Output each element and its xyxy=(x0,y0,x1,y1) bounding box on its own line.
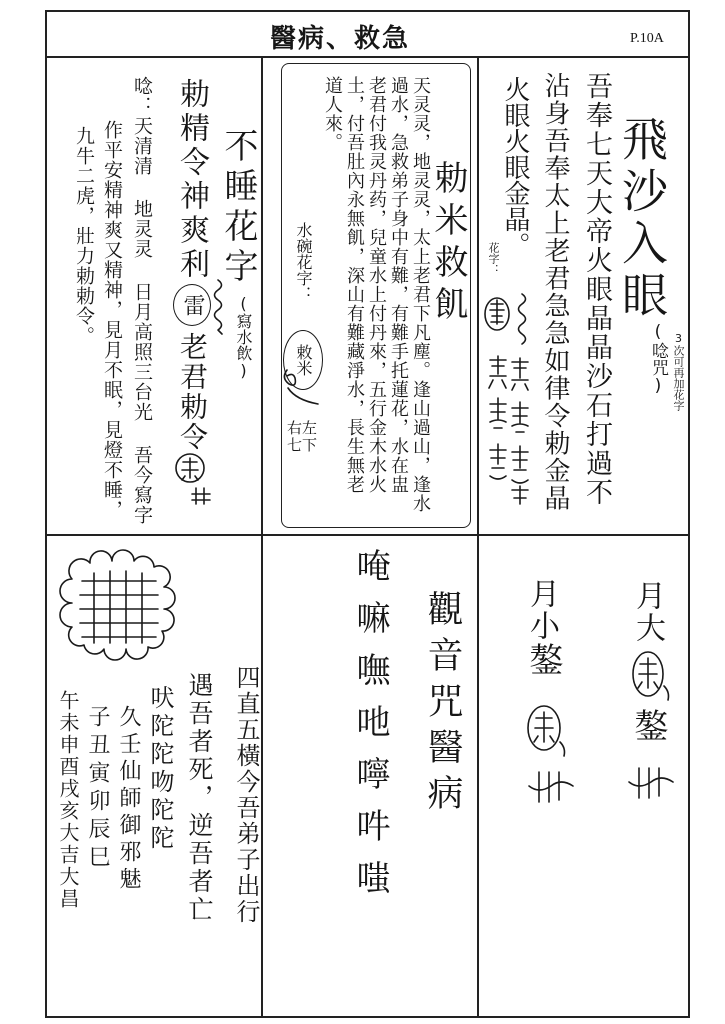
big-month-label: 月大 xyxy=(630,580,665,644)
row-divider xyxy=(45,534,690,536)
seal-text: 雷 xyxy=(180,294,205,316)
talisman-icon xyxy=(522,700,570,758)
incantation-line: 吾奉七天大帝火眼晶晶沙石打過不 xyxy=(581,72,612,507)
squiggle-icon xyxy=(208,276,228,338)
column-divider-right xyxy=(477,56,479,1018)
incantation-line: 土，付吾肚內永無飢，深山有難藏淨水，長生無老 xyxy=(344,76,365,494)
cross-mark-icon xyxy=(625,766,675,800)
charm-line: 久壬仙師御邪魅 xyxy=(116,705,141,894)
cloud-grid-icon xyxy=(58,545,178,665)
title-note: (寫水飲) xyxy=(234,294,253,380)
cell-title: 觀音咒醫病 xyxy=(422,590,463,820)
charm-line: 子丑寅卯辰巳 xyxy=(85,705,110,873)
flower-label: 花字： xyxy=(487,242,500,275)
page-number: P.10A xyxy=(630,31,664,46)
incantation-line: 過水，急救弟子身中有難，有難手托蓮花，水在盅 xyxy=(388,76,409,494)
talisman-icon xyxy=(482,272,536,510)
command-line: 勅精令神爽利 xyxy=(174,78,209,282)
direction-note: 右左七下 xyxy=(287,419,318,454)
charm-line: 遇吾者死，逆吾者亡 xyxy=(185,672,214,924)
cell-title: 不睡花字 xyxy=(218,128,258,288)
chant-note: (唸咒) xyxy=(648,322,668,396)
command-tail: 老君勅令 xyxy=(176,332,209,452)
mantra-line: 唵嘛嘸吔嚀吽嗤 xyxy=(350,548,390,912)
charm-line: 四直五橫今吾弟子出行 xyxy=(232,665,260,925)
charm-line: 吠陀陀吻陀陀 xyxy=(146,685,174,853)
page-title: 醫病、救急 xyxy=(269,24,410,54)
incantation-line: 九牛二虎，壯力勅勅令。 xyxy=(73,126,95,346)
cell-title: 飛沙入眼 xyxy=(615,115,669,323)
talisman-icon xyxy=(628,646,672,702)
incantation-line: 老君付我灵丹药，兒童水上付丹來，五行金木水火 xyxy=(366,76,387,494)
incantation-line: 天灵灵，地灵灵，太上老君下凡塵。逢山過山，逢水 xyxy=(410,76,431,513)
incantation-line: 道人來。 xyxy=(322,76,343,152)
cross-mark-icon xyxy=(525,770,575,804)
header-divider xyxy=(45,56,690,58)
repeat-note: 3次可再加花字 xyxy=(672,332,685,411)
incantation-line: 火眼火眼金晶。 xyxy=(500,76,530,258)
bowl-label: 水碗花字： xyxy=(294,222,313,302)
cell-title: 勅米救飢 xyxy=(428,160,468,328)
charm-line: 午未申酉戌亥大吉大昌 xyxy=(56,690,80,910)
incantation-line: 作平安精神爽又精神，見月不眠，見燈不睡， xyxy=(101,120,123,520)
seal-text: 敕米 xyxy=(294,344,313,376)
incantation-line: 沾身吾奉太上老君急急如律令勅金晶 xyxy=(540,72,570,512)
small-month-char: 鏊 xyxy=(523,642,563,676)
small-month-label: 月小 xyxy=(524,578,559,642)
column-divider-left xyxy=(261,56,263,1018)
incantation-line: 唸：天清清 地灵灵 日月高照三台光 吾今寫字 xyxy=(131,76,153,525)
thunder-seal xyxy=(173,284,211,326)
seal-swirl-icon xyxy=(278,362,328,412)
big-month-char: 鏊 xyxy=(628,708,668,742)
talisman-icon xyxy=(172,452,216,508)
